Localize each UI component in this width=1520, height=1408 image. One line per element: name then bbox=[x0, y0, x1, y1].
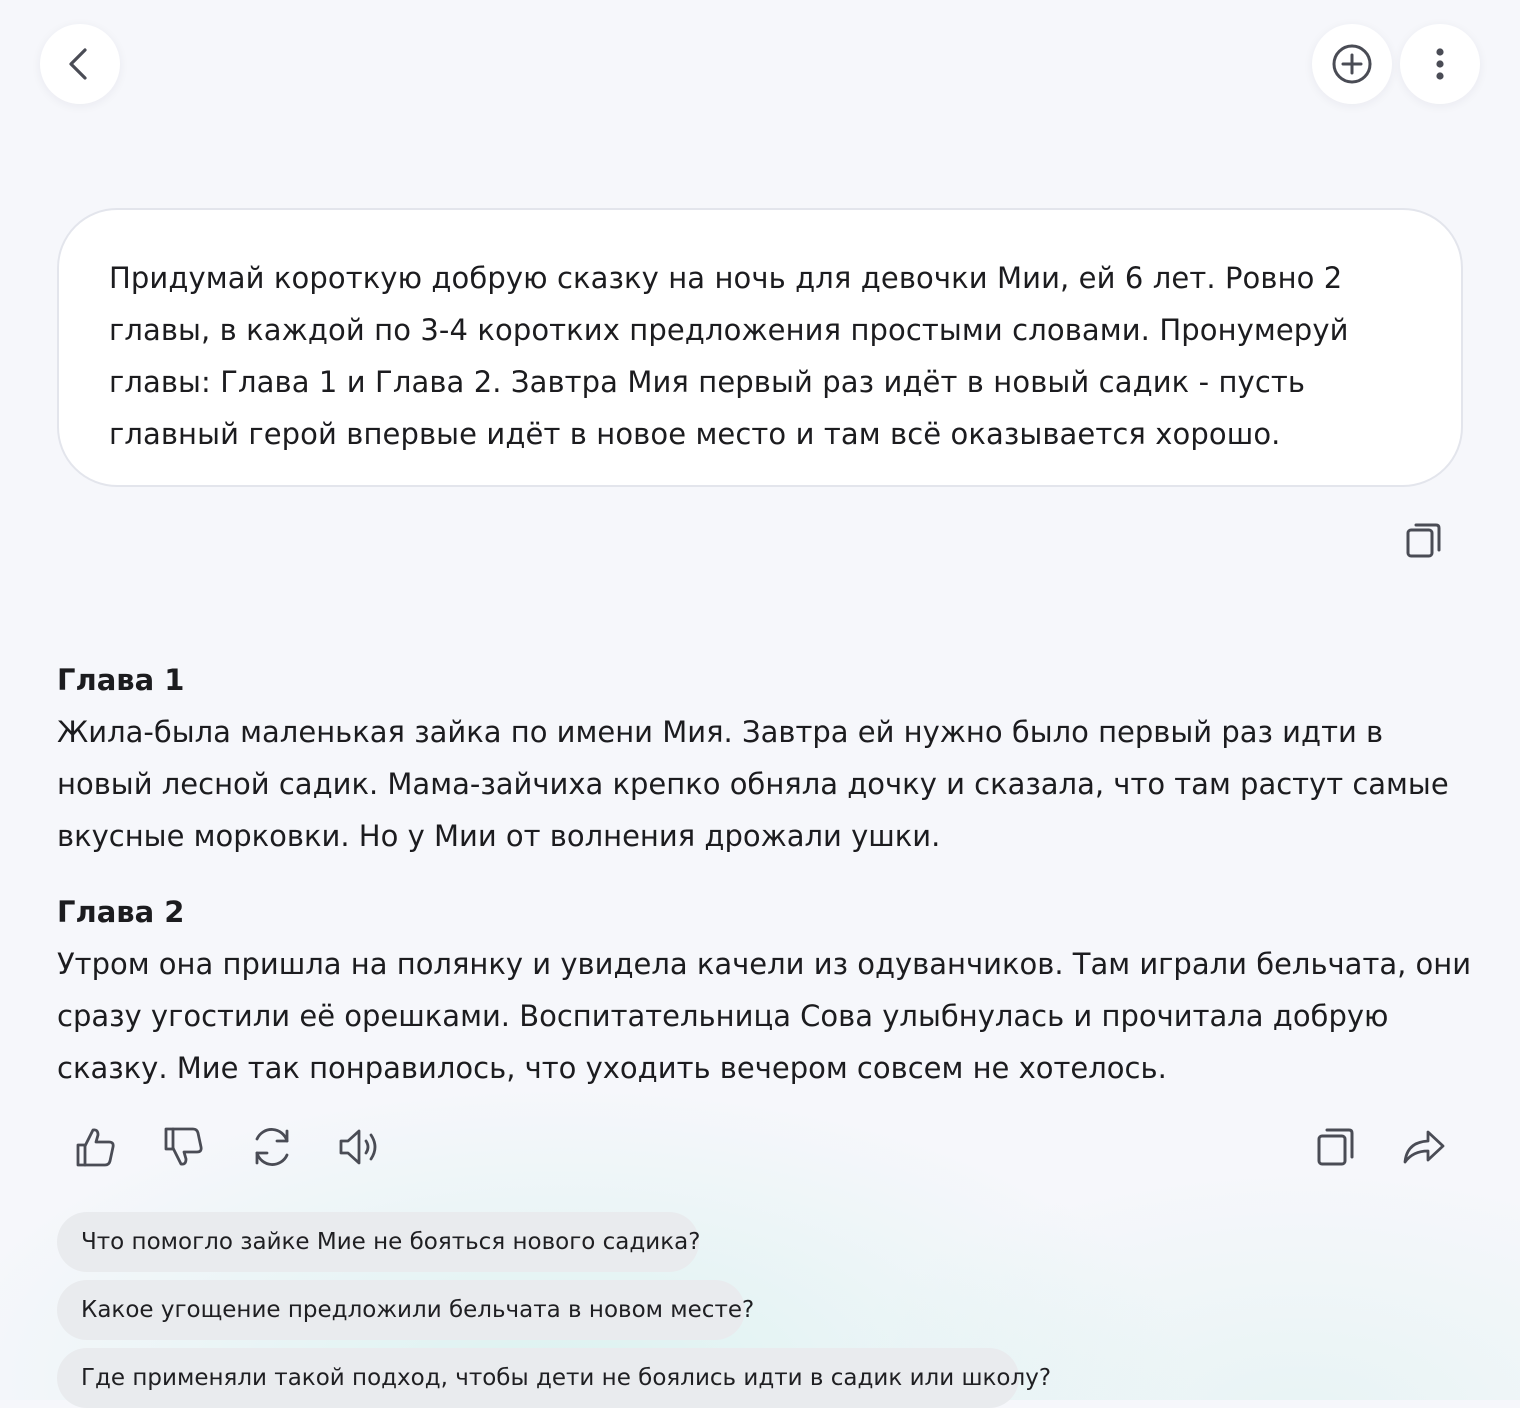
share-button[interactable] bbox=[1394, 1117, 1454, 1177]
chapter-text: Жила-была маленькая зайка по имени Мия. Завтра ей нужно было первый раз идти в новый лесной садик. Мама-зайчиха крепко обняла дочку и сказала, что там растут самые вкусные морковки. Но у Мии от волнения дрожали ушки. bbox=[57, 715, 1449, 853]
chapter-title: Глава 1 bbox=[57, 663, 185, 697]
chevron-left-icon bbox=[60, 44, 100, 84]
user-message-bubble bbox=[57, 208, 1463, 487]
speaker-icon bbox=[337, 1124, 383, 1170]
suggestion-chip[interactable]: Где применяли такой подход, чтобы дети не боялись идти в садик или школу? bbox=[57, 1348, 1019, 1408]
thumbs-up-icon bbox=[74, 1125, 118, 1169]
chapter-title: Глава 2 bbox=[57, 895, 185, 929]
copy-icon bbox=[1314, 1125, 1358, 1169]
plus-circle-icon bbox=[1330, 42, 1374, 86]
like-button[interactable] bbox=[66, 1117, 126, 1177]
refresh-icon bbox=[249, 1124, 295, 1170]
suggestion-chip[interactable]: Какое угощение предложили бельчата в новом месте? bbox=[57, 1280, 745, 1340]
user-message-text: Придумай короткую добрую сказку на ночь для девочки Мии, ей 6 лет. Ровно 2 главы, в каждой по 3-4 коротких предложения простыми словами. Пронумеруй главы: Глава 1 и Глава 2. Завтра Мия первый раз идёт в новый садик - пусть главный герой впервые идёт в новое место и там всё оказывается хорошо. bbox=[109, 261, 1349, 451]
copy-user-message-button[interactable] bbox=[1398, 514, 1450, 566]
assistant-answer bbox=[57, 654, 1477, 1094]
new-chat-button[interactable] bbox=[1312, 24, 1392, 104]
copy-answer-button[interactable] bbox=[1306, 1117, 1366, 1177]
suggestion-chip[interactable]: Что помогло зайке Мие не бояться нового садика? bbox=[57, 1212, 699, 1272]
share-arrow-icon bbox=[1401, 1124, 1447, 1170]
thumbs-down-icon bbox=[162, 1125, 206, 1169]
back-button[interactable] bbox=[40, 24, 120, 104]
copy-icon bbox=[1404, 520, 1444, 560]
regenerate-button[interactable] bbox=[242, 1117, 302, 1177]
vertical-dots-icon bbox=[1420, 44, 1460, 84]
more-options-button[interactable] bbox=[1400, 24, 1480, 104]
dislike-button[interactable] bbox=[154, 1117, 214, 1177]
chapter-text: Утром она пришла на полянку и увидела качели из одуванчиков. Там играли бельчата, они сразу угостили её орешками. Воспитательница Сова улыбнулась и прочитала добрую сказку. Мие так понравилось, что уходить вечером совсем не хотелось. bbox=[57, 947, 1472, 1085]
read-aloud-button[interactable] bbox=[330, 1117, 390, 1177]
